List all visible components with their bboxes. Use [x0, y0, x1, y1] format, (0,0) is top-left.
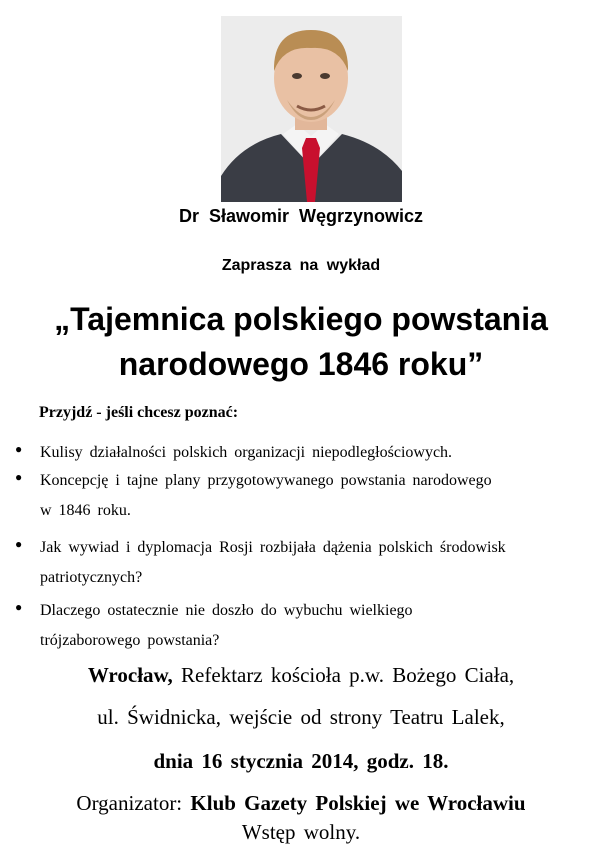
list-item-line: w 1846 roku. — [40, 502, 131, 519]
lecture-title — [0, 297, 602, 387]
organizer-name: Klub Gazety Polskiej we Wrocławiu — [190, 791, 526, 815]
invitation-line: Zaprasza na wykład — [221, 257, 381, 274]
speaker-portrait-illustration — [221, 16, 402, 202]
list-item-line: Kulisy działalności polskich organizacji niepodległościowych. — [40, 444, 453, 461]
list-item-line: trójzaborowego powstania? — [40, 632, 220, 649]
title-line-1: „Tajemnica polskiego powstania — [54, 301, 548, 337]
bullet-icon: ● — [15, 442, 23, 456]
lead-text: Przyjdź - jeśli chcesz poznać: — [39, 404, 239, 421]
location-line-1 — [0, 663, 602, 688]
organizer-label: Organizator: — [76, 791, 183, 815]
list-item-line: patriotycznych? — [40, 569, 143, 586]
list-item-line: Dlaczego ostatecznie nie doszło do wybuchu wielkiego — [40, 602, 413, 619]
location-street: ul. Świdnicka, wejście od strony Teatru Lalek, — [97, 705, 505, 729]
bullet-icon: ● — [15, 470, 23, 484]
speaker-name: Dr Sławomir Węgrzynowicz — [178, 206, 424, 226]
location-place: Refektarz kościoła p.w. Bożego Ciała, — [181, 663, 515, 687]
list-item-line: Jak wywiad i dyplomacja Rosji rozbijała dążenia polskich środowisk — [40, 539, 506, 556]
bullet-icon: ● — [15, 600, 23, 614]
speaker-photo — [221, 16, 402, 202]
event-date: dnia 16 stycznia 2014, godz. 18. — [153, 749, 449, 773]
location-city: Wrocław, — [87, 663, 173, 687]
bullet-icon: ● — [15, 537, 23, 551]
entry-info: Wstęp wolny. — [241, 820, 361, 844]
title-line-2: narodowego 1846 roku” — [118, 346, 484, 382]
list-item-line: Koncepcję i tajne plany przygotowywanego powstania narodowego — [40, 472, 492, 489]
organizer-line — [0, 791, 602, 816]
